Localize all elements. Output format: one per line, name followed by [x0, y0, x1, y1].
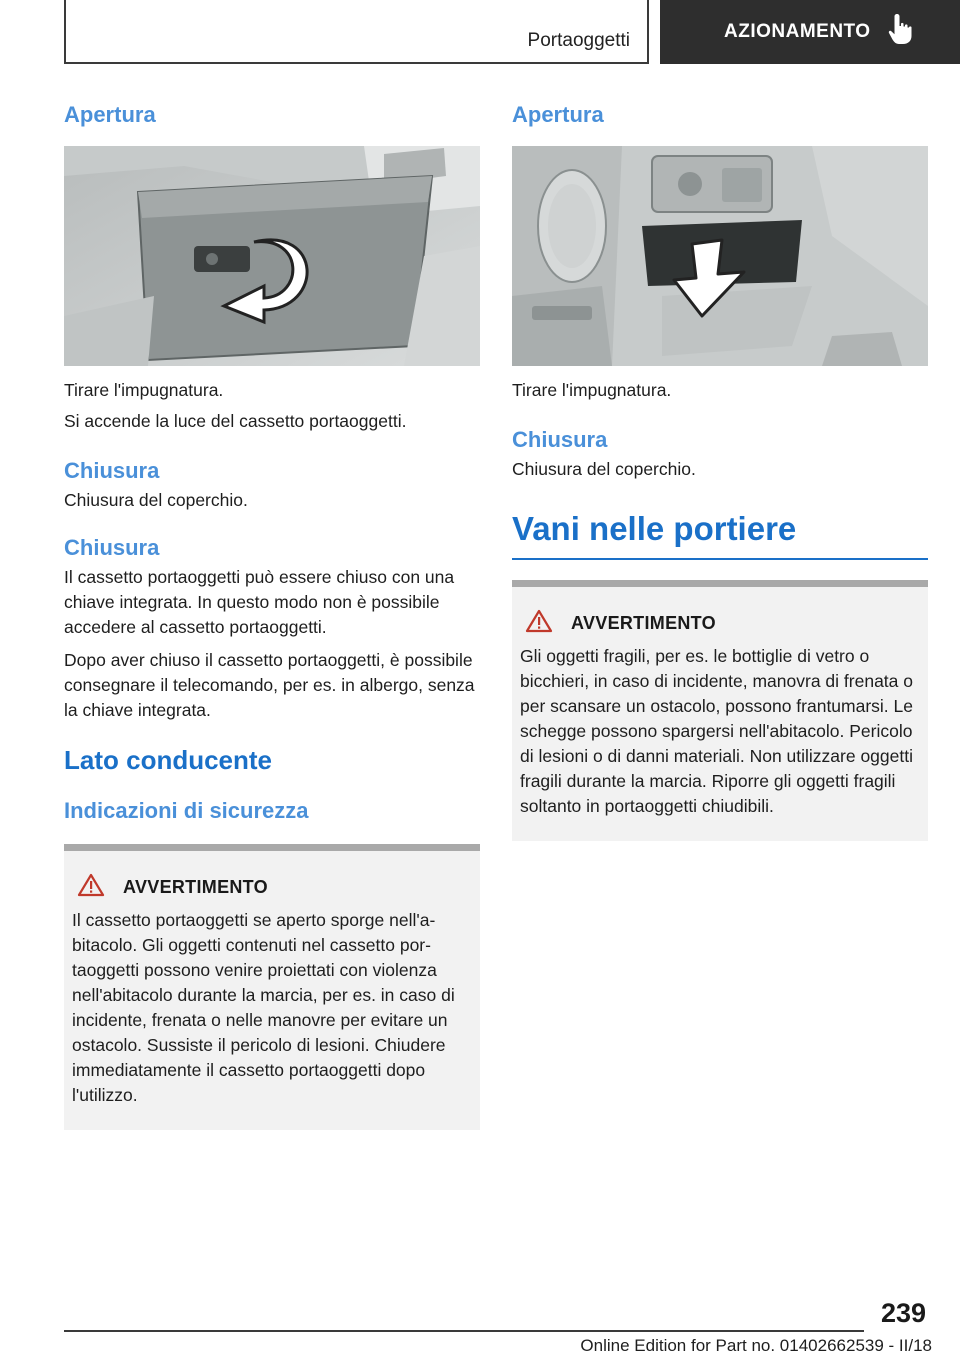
- left-locking-text-2: Dopo aver chiuso il cassetto portaoggetti, è possibile consegnare il telecomando, per es. in albergo, senza la chiave integrata.: [64, 650, 475, 720]
- right-opening-heading: Apertura: [512, 102, 604, 127]
- left-figure-caption-2: Si accende la luce del cassetto portaoggetti.: [64, 411, 407, 431]
- right-closing-heading: Chiusura: [512, 427, 608, 452]
- right-closing-text: Chiusura del coperchio.: [512, 459, 696, 479]
- door-pockets-heading: Vani nelle portiere: [512, 510, 928, 560]
- hand-pointer-icon: [887, 12, 915, 52]
- left-warning-box: [64, 844, 480, 1130]
- right-warning-box: [512, 580, 928, 841]
- safety-heading: Indicazioni di sicurezza: [64, 798, 309, 823]
- left-closing-text: Chiusura del coperchio.: [64, 490, 248, 510]
- driver-compartment-opening-figure: [512, 146, 928, 366]
- left-column: [64, 100, 480, 1130]
- left-opening-heading: Apertura: [64, 102, 156, 127]
- left-locking-heading: Chiusura: [64, 535, 160, 560]
- footer-rule: [64, 1330, 864, 1332]
- left-warning-text: Il cassetto portaoggetti se aperto sporge nell'abitacolo. Gli oggetti contenuti nel cassetto portaoggetti possono venire proiettati con violenza nell'abitacolo durante la marcia, per es. in caso di incidente, frenata o nelle manovre per evitare un ostacolo. Sussiste il pericolo di lesioni. Chiudere immediatamente il cassetto portaoggetti dopo l'utilizzo.: [72, 910, 455, 1105]
- warning-triangle-icon: [525, 609, 553, 638]
- page-number: 239: [880, 1298, 926, 1328]
- right-figure-caption: Tirare l'impugnatura.: [512, 380, 672, 400]
- left-warning-title: AVVERTIMENTO: [123, 877, 268, 897]
- header-section-title: Portaoggetti: [527, 30, 630, 51]
- left-figure-caption-1: Tirare l'impugnatura.: [64, 380, 224, 400]
- warning-triangle-icon: [77, 873, 105, 902]
- header-chapter-title: AZIONAMENTO: [724, 21, 871, 42]
- driver-side-heading: Lato conducente: [64, 745, 273, 775]
- glovebox-opening-figure: [64, 146, 480, 366]
- footer-edition-text: Online Edition for Part no. 01402662539 - II/18: [580, 1336, 932, 1355]
- right-column: [512, 100, 928, 841]
- left-closing-heading: Chiusura: [64, 458, 160, 483]
- header-chapter-tab: [660, 0, 960, 64]
- left-locking-text-1: Il cassetto portaoggetti può essere chiuso con una chiave integrata. In questo modo non è possibile accedere al cassetto portaoggetti.: [64, 567, 455, 637]
- right-warning-title: AVVERTIMENTO: [571, 613, 716, 633]
- right-warning-text: Gli oggetti fragili, per es. le bottiglie di vetro o bicchieri, in caso di incidente, manovra di frenata o per scansare un ostacolo, possono frantumarsi. Le schegge possono spargersi nell'abitacolo. Pericolo di lesioni o di danni materiali. Non utilizzare oggetti fragili durante la marcia. Riporre gli oggetti fragili soltanto in portaoggetti chiudibili.: [520, 646, 913, 816]
